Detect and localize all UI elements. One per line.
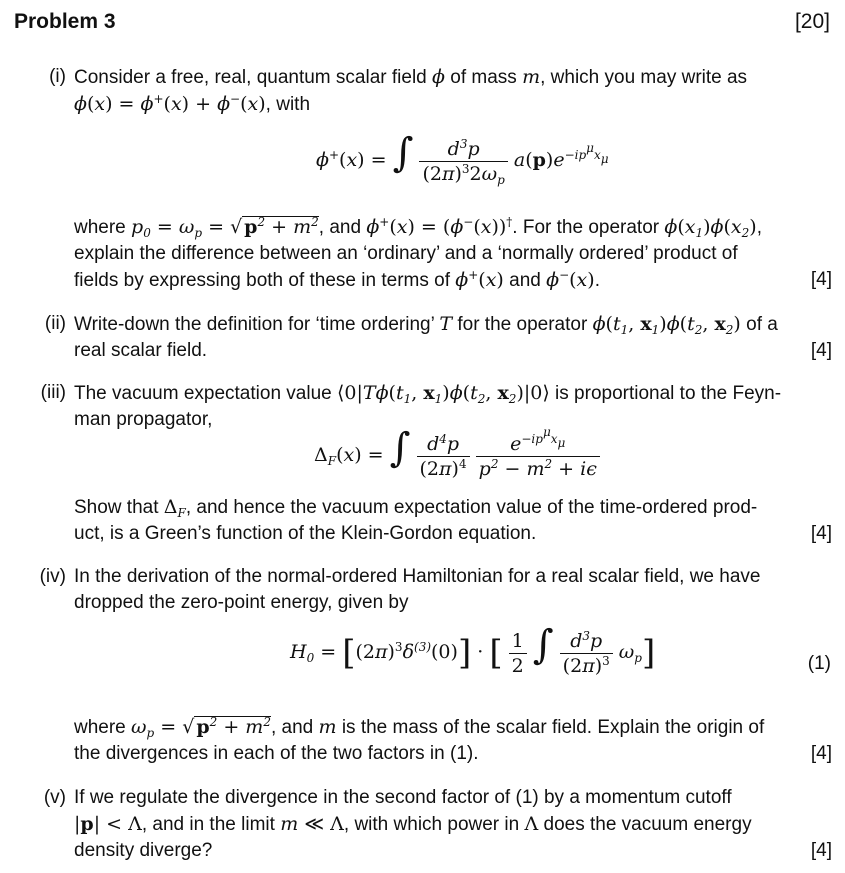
feynman-propagator-equation: $\Delta_F(x)$ = ∫ $\frac{d^4p}{(2\pi)^4}$ $\frac{e^{-ip^\mu x_\mu}}{p^2 - m^2 + i\epsilon}$ [314, 428, 600, 481]
part-ii-marks: [4] [810, 340, 832, 361]
part-v-line-3: density diverge? [4] [74, 838, 832, 864]
part-iii-line-4: uct, is a Green’s function of the Klein-Gordon equation. [4] [74, 521, 832, 547]
part-i-line-4: explain the difference between an ‘ordinary’ and a ‘normally ordered’ product of [74, 243, 738, 264]
phi-plus-equation: ϕ+(x) = ∫ $\frac{d^3p}{(2\pi)^32\omega_p}$ $a(p)e^{-ip^\mu x_\mu}$ [316, 130, 609, 187]
part-ii-label: (ii) [44, 313, 66, 334]
part-iv-marks: [4] [810, 743, 832, 764]
part-ii-line-2: real scalar field. [4] [74, 338, 832, 364]
part-iii-line-2: man propagator, [74, 409, 213, 430]
part-i-line-5: fields by expressing both of these in terms of ϕ+(x) and ϕ−(x). [4] [74, 267, 832, 294]
equation-number: (1) [807, 653, 831, 674]
part-i-marks: [4] [810, 269, 832, 290]
part-v-line-1: If we regulate the divergence in the second factor of (1) by a momentum cutoff [74, 787, 732, 808]
part-v-line-2: |p| < Λ, and in the limit m ≪ Λ, with which power in Λ does the vacuum energy [74, 813, 752, 835]
part-iii-line-1: The vacuum expectation value $⟨0|T\phi(t_1$, $x_1)\phi(t_2$, $x_2)|0⟩$ is proportional to the Feyn- [74, 382, 782, 406]
part-iii-line-3: Show that $\Delta_F$, and hence the vacuum expectation value of the time-ordered prod- [74, 496, 758, 520]
part-i-line-3: where $p_0 = \omega_p$ = √ $p^2 + m^2$, and ϕ+(x) = (ϕ−(x))†. For the operator $\phi(x_1)\phi(x_2)$, [74, 215, 762, 240]
part-iv-label: (iv) [39, 566, 66, 587]
part-i-line-1: Consider a free, real, quantum scalar field ϕ of mass m, which you may write as [74, 66, 748, 88]
part-iv-line-1: In the derivation of the normal-ordered Hamiltonian for a real scalar field, we have [74, 566, 761, 587]
part-iv-line-4: the divergences in each of the two factors in (1). [4] [74, 741, 832, 767]
part-iv-line-2: dropped the zero-point energy, given by [74, 592, 409, 613]
part-ii-line-1: Write-down the definition for ‘time ordering’ T for the operator $\phi(t_1$, $x_1)\phi(t_2$, $x_2$) of a [74, 313, 778, 337]
problem-title: Problem 3 [14, 10, 116, 33]
part-i-line-2: ϕ(x) = ϕ+(x) + ϕ−(x), with [74, 92, 311, 115]
part-v-marks: [4] [810, 840, 832, 861]
part-v-label: (v) [43, 787, 66, 808]
part-iii-marks: [4] [810, 523, 832, 544]
part-iv-line-3: where $\omega_p$ = √ $p^2 + m^2$, and m is the mass of the scalar field. Explain the origin of [74, 715, 765, 740]
problem-total-marks: [20] [794, 10, 830, 33]
zero-point-energy-equation: $H_0 = [(2\pi)^3\delta^{(3)}(0)]$ · [ $\frac{1}{2}$ ∫ $\frac{d^3p}{(2\pi)^3}$ $\omega_p$] [290, 622, 656, 677]
part-iii-label: (iii) [40, 382, 66, 403]
part-i-label: (i) [49, 66, 66, 87]
